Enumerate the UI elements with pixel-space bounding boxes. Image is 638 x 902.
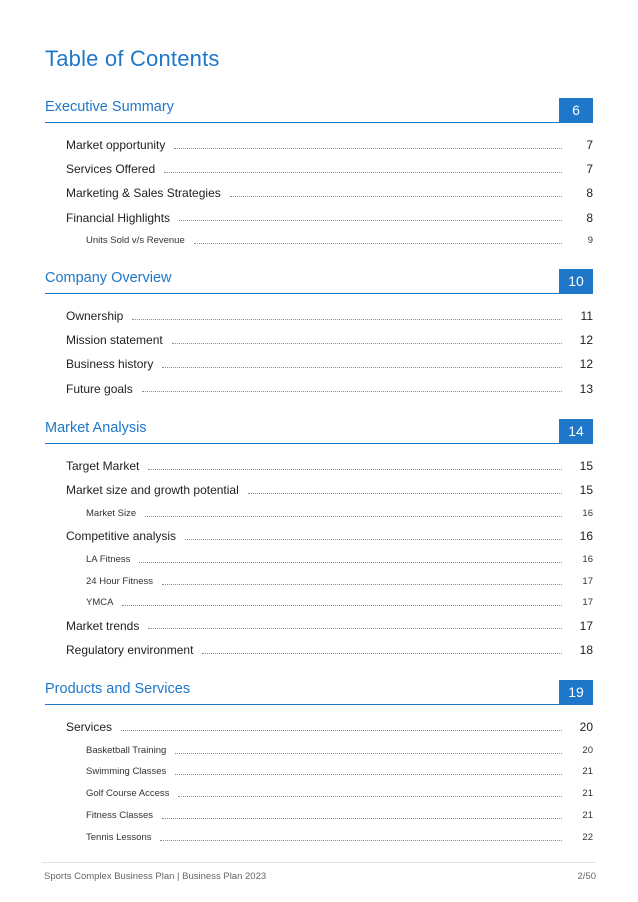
- dot-leader: [164, 172, 562, 173]
- section-page-badge: 14: [559, 419, 593, 443]
- toc-entry[interactable]: [45, 638, 593, 662]
- entry-label: Mission statement: [66, 333, 163, 348]
- entry-label: 24 Hour Fitness: [86, 575, 154, 587]
- dot-leader: [121, 730, 562, 731]
- section-entries: [45, 454, 593, 662]
- dot-leader: [174, 148, 562, 149]
- section-header[interactable]: [45, 680, 593, 705]
- dot-leader: [142, 391, 562, 392]
- dot-leader: [178, 796, 562, 797]
- entry-page: 7: [586, 162, 593, 177]
- page-title: Table of Contents: [45, 46, 220, 71]
- section-title[interactable]: Products and Services: [45, 681, 191, 697]
- entry-label: Swimming Classes: [86, 766, 167, 778]
- page-footer: [42, 862, 596, 893]
- dot-leader: [162, 584, 562, 585]
- entry-page: 15: [579, 483, 593, 498]
- section-header[interactable]: [45, 98, 593, 123]
- toc-subentry[interactable]: [45, 548, 593, 570]
- toc-subentry[interactable]: [45, 783, 593, 805]
- dot-leader: [162, 367, 562, 368]
- section-page-badge: 10: [559, 269, 593, 293]
- toc-subentry[interactable]: [45, 739, 593, 761]
- toc-entry[interactable]: [45, 524, 593, 548]
- toc-subentry[interactable]: [45, 230, 593, 252]
- dot-leader: [194, 243, 562, 244]
- entry-page: 12: [579, 333, 593, 348]
- entry-page: 9: [587, 235, 593, 247]
- toc-entry[interactable]: [45, 478, 593, 502]
- toc-subentry[interactable]: [45, 761, 593, 783]
- entry-label: Competitive analysis: [66, 529, 177, 544]
- entry-label: Fitness Classes: [86, 809, 154, 821]
- entry-label: Market Size: [86, 507, 137, 519]
- entry-page: 17: [582, 597, 593, 609]
- toc-subentry[interactable]: [45, 592, 593, 614]
- dot-leader: [175, 774, 562, 775]
- toc-entry[interactable]: [45, 304, 593, 328]
- toc-entry[interactable]: [45, 454, 593, 478]
- section-page-badge: 19: [559, 680, 593, 704]
- entry-page: 8: [586, 186, 593, 201]
- dot-leader: [185, 539, 562, 540]
- entry-label: Basketball Training: [86, 744, 167, 756]
- dot-leader: [132, 319, 562, 320]
- entry-label: Ownership: [66, 309, 124, 324]
- toc-section-market-analysis: [45, 419, 593, 662]
- dot-leader: [122, 605, 562, 606]
- entry-page: 17: [579, 618, 593, 633]
- entry-page: 13: [579, 381, 593, 396]
- toc-entry[interactable]: [45, 181, 593, 205]
- entry-label: Financial Highlights: [66, 210, 171, 225]
- entry-label: Future goals: [66, 381, 133, 396]
- toc-entry[interactable]: [45, 715, 593, 739]
- entry-label: Tennis Lessons: [86, 831, 152, 843]
- toc-subentry[interactable]: [45, 826, 593, 848]
- section-page-badge: 6: [559, 98, 593, 122]
- toc-entry[interactable]: [45, 206, 593, 230]
- dot-leader: [172, 343, 562, 344]
- section-header[interactable]: [45, 269, 593, 294]
- dot-leader: [202, 653, 562, 654]
- toc-section-executive-summary: [45, 98, 593, 252]
- section-entries: [45, 133, 593, 252]
- footer-document-name: Sports Complex Business Plan | Business Plan 2023: [44, 871, 267, 882]
- entry-page: 22: [582, 831, 593, 843]
- entry-label: Regulatory environment: [66, 643, 194, 658]
- section-header[interactable]: [45, 419, 593, 444]
- toc-entry[interactable]: [45, 614, 593, 638]
- section-title[interactable]: Company Overview: [45, 270, 172, 286]
- entry-page: 12: [579, 357, 593, 372]
- toc-entry[interactable]: [45, 133, 593, 157]
- entry-label: Business history: [66, 357, 154, 372]
- entry-label: Units Sold v/s Revenue: [86, 235, 185, 247]
- entry-page: 16: [582, 553, 593, 565]
- entry-label: LA Fitness: [86, 553, 131, 565]
- toc-entry[interactable]: [45, 352, 593, 376]
- dot-leader: [148, 628, 562, 629]
- entry-label: Services Offered: [66, 162, 156, 177]
- entry-label: Market opportunity: [66, 138, 166, 153]
- entry-page: 16: [579, 529, 593, 544]
- section-title[interactable]: Executive Summary: [45, 99, 174, 115]
- dot-leader: [248, 493, 562, 494]
- dot-leader: [179, 220, 562, 221]
- toc-section-products-and-services: [45, 680, 593, 848]
- entry-page: 11: [580, 309, 593, 324]
- entry-page: 8: [586, 210, 593, 225]
- toc-subentry[interactable]: [45, 805, 593, 827]
- toc-entry[interactable]: [45, 377, 593, 401]
- entry-page: 16: [582, 507, 593, 519]
- entry-page: 18: [579, 643, 593, 658]
- footer-page-number: 2/50: [577, 871, 596, 882]
- toc-section-company-overview: [45, 269, 593, 401]
- entry-label: YMCA: [86, 597, 114, 609]
- entry-label: Market size and growth potential: [66, 483, 239, 498]
- entry-page: 21: [582, 766, 593, 778]
- dot-leader: [230, 196, 562, 197]
- entry-page: 17: [582, 575, 593, 587]
- dot-leader: [148, 469, 562, 470]
- entry-page: 21: [582, 788, 593, 800]
- entry-page: 20: [579, 720, 593, 735]
- section-title[interactable]: Market Analysis: [45, 420, 147, 436]
- dot-leader: [139, 562, 562, 563]
- dot-leader: [145, 516, 562, 517]
- toc-entry[interactable]: [45, 157, 593, 181]
- entry-page: 7: [586, 138, 593, 153]
- toc-subentry[interactable]: [45, 502, 593, 524]
- entry-label: Marketing & Sales Strategies: [66, 186, 221, 201]
- entry-page: 20: [582, 744, 593, 756]
- entry-label: Services: [66, 720, 113, 735]
- entry-page: 21: [582, 809, 593, 821]
- entry-page: 15: [579, 459, 593, 474]
- section-entries: [45, 304, 593, 401]
- entry-label: Golf Course Access: [86, 788, 170, 800]
- dot-leader: [160, 840, 562, 841]
- toc-subentry[interactable]: [45, 570, 593, 592]
- dot-leader: [162, 818, 562, 819]
- dot-leader: [175, 753, 562, 754]
- entry-label: Market trends: [66, 618, 140, 633]
- section-entries: [45, 715, 593, 848]
- entry-label: Target Market: [66, 459, 140, 474]
- toc-entry[interactable]: [45, 328, 593, 352]
